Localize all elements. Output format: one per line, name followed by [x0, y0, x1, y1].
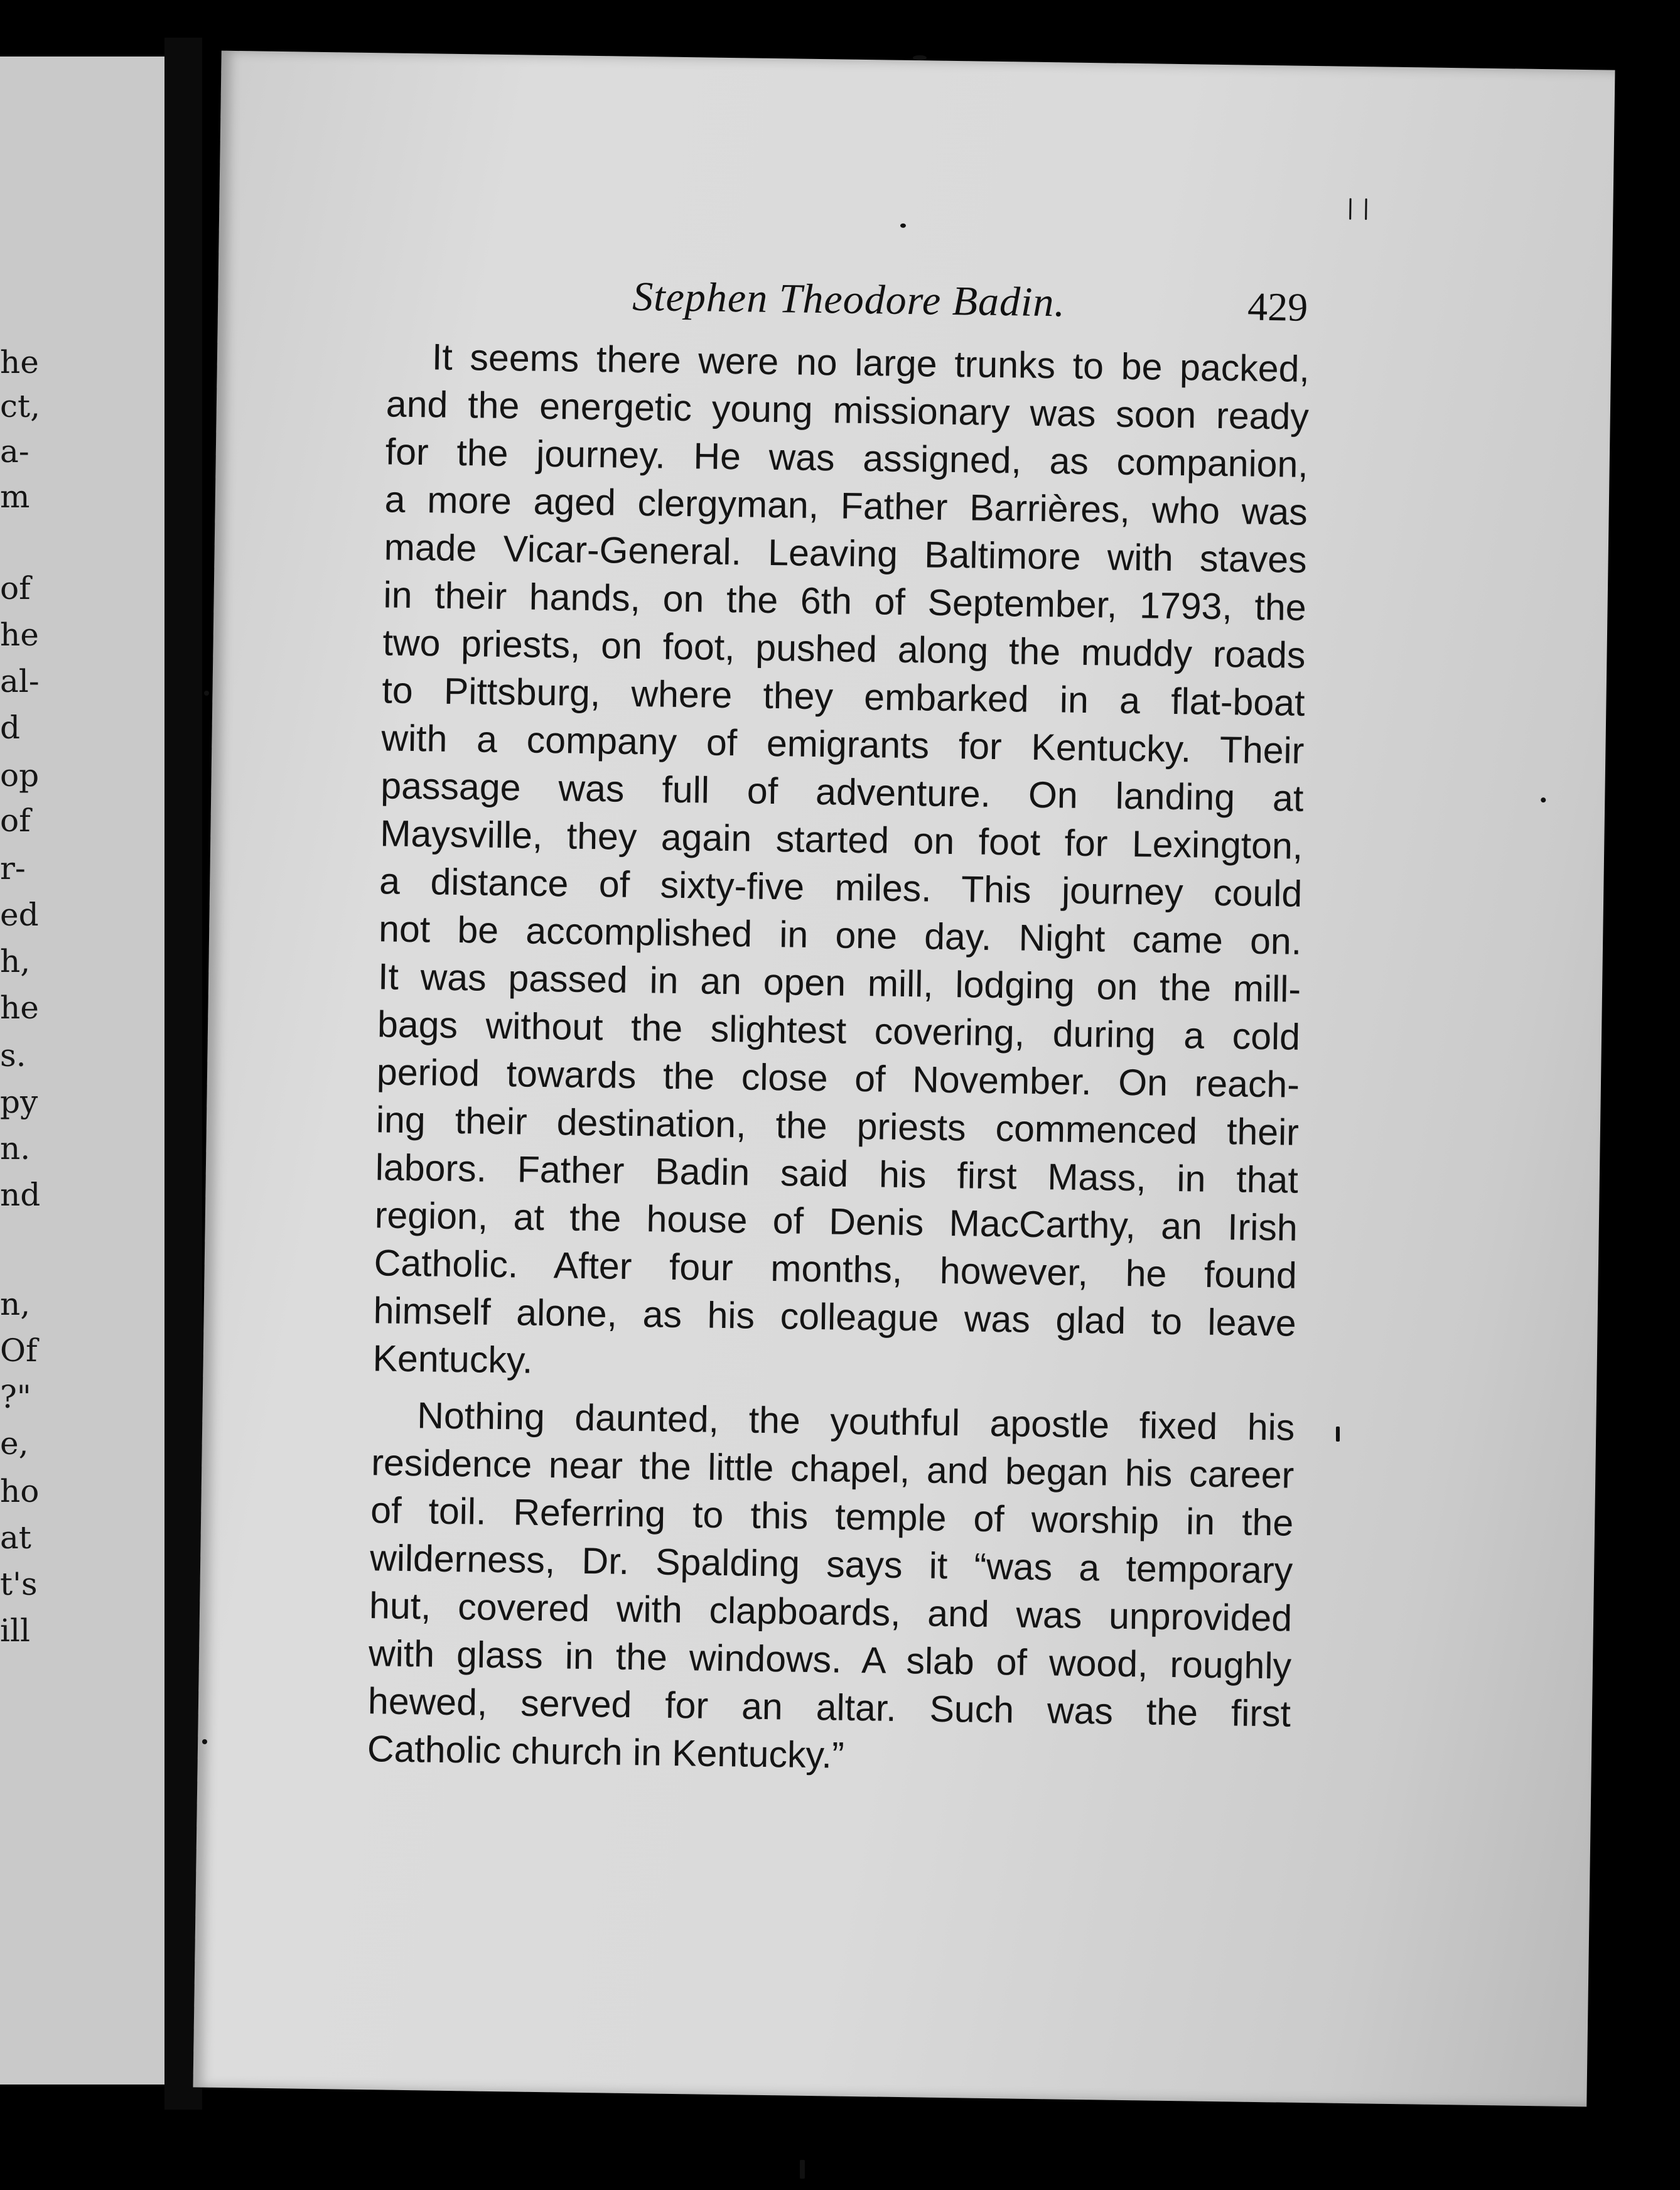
scan-speck: [800, 2160, 805, 2179]
left-facing-page: [0, 57, 164, 2085]
text-line: a distance of sixty-five miles. This journey could: [379, 860, 1303, 915]
text-line: residence near the little chapel, and began his career: [370, 1442, 1295, 1496]
left-page-fragment: ed: [0, 897, 39, 933]
left-page-fragment: py: [0, 1084, 38, 1120]
text-line: Maysville, they again started on foot for Lexington,: [379, 812, 1303, 867]
left-page-fragment: ?": [0, 1379, 31, 1415]
left-page-fragment: m: [0, 478, 30, 515]
scan-speck: [202, 1739, 207, 1744]
text-line: Catholic church in Kentucky.”: [367, 1728, 845, 1776]
scan-speck: [913, 55, 927, 60]
left-page-fragment: he: [0, 617, 39, 653]
text-line: two priests, on foot, pushed along the muddy roads: [382, 622, 1306, 676]
text-line: It was passed in an open mill, lodging on the mill-: [377, 956, 1301, 1010]
left-page-fragment: n,: [0, 1286, 31, 1322]
left-page-fragment: of: [0, 570, 31, 607]
left-page-fragment: of: [0, 802, 31, 839]
left-page-fragment: he: [0, 990, 39, 1026]
scan-speck: [1349, 198, 1351, 220]
text-line: bags without the slightest covering, during a cold: [377, 1003, 1301, 1058]
text-line: region, at the house of Denis MacCarthy, an Irish: [374, 1194, 1298, 1249]
left-page-fragment: Of: [0, 1332, 38, 1369]
text-line: labors. Father Badin said his first Mass, in that: [375, 1146, 1299, 1201]
left-page-fragment: ct,: [0, 388, 40, 424]
text-line: in their hands, on the 6th of September, 1793, the: [383, 574, 1306, 628]
left-page-fragment: t's: [0, 1566, 38, 1602]
running-head: Stephen Theodore Badin.: [632, 273, 1066, 326]
page-number: 429: [1247, 284, 1308, 330]
paragraph: [367, 1391, 1295, 1785]
left-page-fragment: r-: [0, 850, 26, 887]
book-page: [193, 51, 1615, 2107]
text-line: hewed, served for an altar. Such was the first: [367, 1680, 1291, 1735]
text-line: Catholic. After four months, however, he found: [374, 1242, 1298, 1297]
scan-speck: [900, 224, 906, 228]
text-line: Nothing daunted, the youthful apostle fixed his: [416, 1394, 1295, 1448]
scan-speck: [1541, 797, 1546, 802]
left-page-fragment: e,: [0, 1425, 29, 1462]
left-page-fragment: at: [0, 1519, 31, 1556]
text-line: with glass in the windows. A slab of wood, roughly: [368, 1632, 1292, 1687]
text-line: passage was full of adventure. On landing at: [380, 765, 1304, 819]
text-line: not be accomplished in one day. Night came on.: [378, 908, 1302, 963]
left-page-fragment: ill: [0, 1612, 30, 1649]
left-page-fragment: al-: [0, 663, 40, 699]
left-page-fragment: d: [0, 709, 21, 746]
text-line: with a company of emigrants for Kentucky. Their: [381, 717, 1305, 772]
text-line: ing their destination, the priests commenced their: [375, 1099, 1300, 1153]
text-line: It seems there were no large trunks to be packed,: [431, 336, 1310, 390]
text-line: himself alone, as his colleague was glad to leave: [373, 1290, 1297, 1344]
text-line: period towards the close of November. On reach-: [376, 1051, 1300, 1106]
paragraph: [372, 332, 1310, 1394]
text-line: made Vicar-General. Leaving Baltimore with staves: [384, 526, 1308, 581]
text-line: for the journey. He was assigned, as companion,: [385, 431, 1309, 485]
left-page-fragment: op: [0, 757, 40, 794]
left-page-fragment: n.: [0, 1130, 31, 1167]
text-line: wilderness, Dr. Spalding says it “was a temporary: [369, 1537, 1293, 1592]
left-page-fragment: s.: [0, 1037, 26, 1074]
left-page-fragment: he: [0, 344, 39, 380]
text-line: to Pittsburg, where they embarked in a flat-boat: [382, 669, 1305, 724]
body-text: [367, 332, 1310, 1785]
scan-speck: [1336, 1427, 1340, 1442]
left-page-fragment: a-: [0, 433, 30, 470]
left-page-fragment: ho: [0, 1473, 40, 1509]
text-line: Kentucky.: [372, 1337, 533, 1381]
scan-speck: [1365, 198, 1367, 220]
left-page-fragment: nd: [0, 1177, 41, 1213]
text-line: hut, covered with clapboards, and was unprovided: [369, 1585, 1293, 1639]
text-line: and the energetic young missionary was soon ready: [385, 383, 1310, 438]
left-page-fragment: h,: [0, 943, 31, 979]
scan-speck: [204, 691, 209, 696]
text-line: a more aged clergyman, Father Barrières, who was: [384, 478, 1308, 533]
text-line: of toil. Referring to this temple of worship in the: [370, 1489, 1294, 1544]
